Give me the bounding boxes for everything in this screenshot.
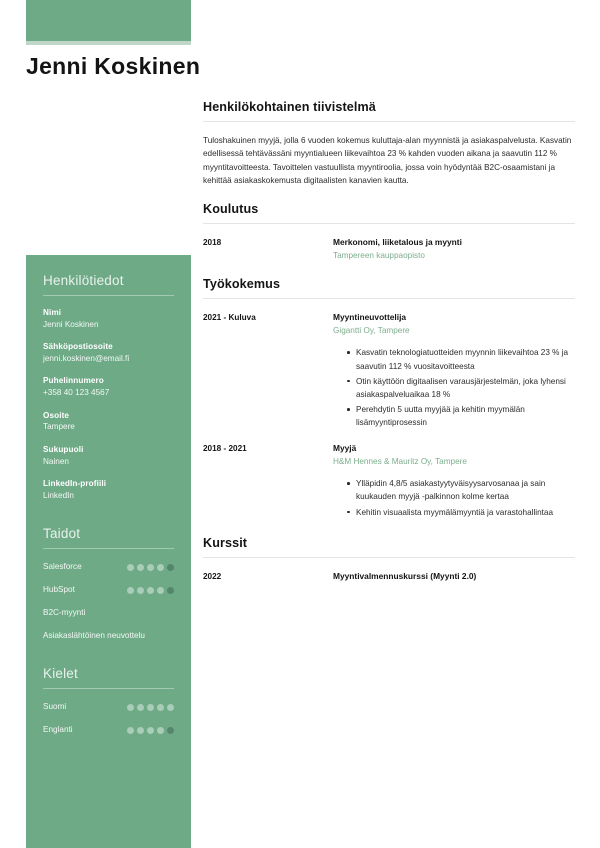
rating-dot-filled	[167, 704, 174, 711]
course-entry-body	[333, 570, 575, 583]
personal-field-value: Tampere	[43, 422, 75, 432]
language-item-label: Englanti	[43, 725, 73, 735]
rating-dot-filled	[137, 587, 144, 594]
divider	[43, 688, 174, 689]
personal-field	[43, 375, 174, 399]
experience-entry-organization: Gigantti Oy, Tampere	[333, 326, 410, 336]
language-list	[43, 700, 174, 737]
experience-entry	[203, 311, 575, 431]
header-accent-bar-shadow	[26, 41, 191, 45]
rating-dot-filled	[157, 564, 164, 571]
rating-dot-filled	[137, 564, 144, 571]
education-entry-body	[333, 236, 575, 262]
rating-dot-filled	[147, 727, 154, 734]
page-title: Jenni Koskinen	[26, 53, 201, 79]
divider	[203, 298, 575, 299]
personal-field	[43, 410, 174, 434]
section-heading-education: Koulutus	[203, 202, 259, 217]
experience-entry-list	[203, 311, 575, 520]
divider	[203, 121, 575, 122]
education-entry-title: Merkonomi, liiketalous ja myynti	[333, 237, 462, 248]
bullet-item: Kasvatin teknologiatuotteiden myynnin liikevaihtoa 23 % ja saavutin 112 % vuositavoitteesta	[347, 346, 575, 372]
experience-entry-organization: H&M Hennes & Mauritz Oy, Tampere	[333, 457, 467, 467]
divider	[203, 557, 575, 558]
bullet-item: Perehdytin 5 uutta myyjää ja kehitin myymälän lisämyyntiprosessin	[347, 403, 575, 429]
personal-field-value: Jenni Koskinen	[43, 319, 99, 329]
rating-dot-filled	[127, 704, 134, 711]
rating-dot-empty	[167, 727, 174, 734]
personal-field-label: Sähköpostiosoite	[43, 342, 113, 352]
personal-field	[43, 478, 174, 502]
header-accent-bar	[26, 0, 191, 41]
section-heading-courses: Kurssit	[203, 535, 248, 550]
divider	[43, 295, 174, 296]
section-summary	[203, 100, 575, 187]
sidebar-heading-languages: Kielet	[43, 666, 78, 682]
rating-dot-filled	[157, 704, 164, 711]
skill-item	[43, 583, 174, 597]
personal-field-value: +358 40 123 4567	[43, 388, 110, 398]
rating-dot-empty	[167, 587, 174, 594]
personal-field-value: LinkedIn	[43, 490, 74, 500]
personal-field	[43, 307, 174, 331]
experience-entry-bullet-list	[333, 346, 575, 429]
experience-entry-title: Myyjä	[333, 443, 357, 454]
sidebar-heading-skills: Taidot	[43, 526, 81, 542]
personal-field-list	[43, 307, 174, 502]
rating-dots	[127, 587, 174, 594]
personal-field	[43, 444, 174, 468]
personal-field-label: LinkedIn-profiili	[43, 478, 107, 488]
skill-item	[43, 560, 174, 574]
experience-entry-body	[333, 311, 575, 431]
language-item	[43, 723, 174, 737]
rating-dots	[127, 727, 174, 734]
divider	[203, 223, 575, 224]
rating-dot-filled	[147, 587, 154, 594]
course-entry-date: 2022	[203, 571, 222, 581]
section-heading-summary: Henkilökohtainen tiivistelmä	[203, 100, 376, 114]
experience-entry-body	[333, 442, 575, 521]
sidebar-section-personal	[43, 273, 174, 502]
personal-field-label: Sukupuoli	[43, 444, 84, 454]
education-entry	[203, 236, 575, 262]
rating-dot-filled	[157, 727, 164, 734]
rating-dot-filled	[147, 704, 154, 711]
rating-dot-filled	[137, 727, 144, 734]
personal-field-label: Nimi	[43, 308, 62, 317]
rating-dot-filled	[127, 587, 134, 594]
skill-item-label: B2C-myynti	[43, 608, 86, 618]
rating-dot-empty	[167, 564, 174, 571]
bullet-item: Ylläpidin 4,8/5 asiakastyytyväisyysarvosanaa ja sain kuukauden myyjä -palkinnon kolme kertaa	[347, 477, 575, 503]
experience-entry-title: Myyntineuvottelija	[333, 312, 407, 323]
main-column	[203, 100, 575, 598]
experience-entry-bullet-list	[333, 477, 575, 518]
bullet-item: Kehitin visuaalista myymälämyyntiä ja varastohallintaa	[347, 506, 575, 519]
spacer	[43, 652, 174, 666]
rating-dots	[127, 704, 174, 711]
skill-item-label: HubSpot	[43, 585, 75, 595]
section-education	[203, 202, 575, 262]
bullet-item: Otin käyttöön digitaalisen varausjärjestelmän, joka lyhensi asiakaspalveluaikaa 18 %	[347, 375, 575, 401]
sidebar	[26, 255, 191, 848]
sidebar-section-skills	[43, 526, 174, 643]
rating-dot-filled	[137, 704, 144, 711]
personal-field-label: Osoite	[43, 410, 70, 420]
personal-field-value: Nainen	[43, 456, 69, 466]
rating-dot-filled	[127, 564, 134, 571]
personal-field-value: jenni.koskinen@email.fi	[43, 354, 130, 364]
rating-dot-filled	[127, 727, 134, 734]
summary-text: Tuloshakuinen myyjä, jolla 6 vuoden kokemus kuluttaja-alan myynnistä ja asiakaspalvelusta. Kasvatin edellisessä tehtävässäni myyntialueen liikevaihtoa 23 % kahden vuoden aikana ja saavutin 112 % myyntitavoitteesta. Tavoittelen vastuullista myyntiroolia, jossa voin hyödyntää B2C-osaamistani ja kehittää asiakaskokemusta digitaalisten kanavien kautta.	[203, 136, 572, 185]
education-entry-list	[203, 236, 575, 262]
rating-dots	[127, 564, 174, 571]
skill-list	[43, 560, 174, 643]
experience-entry	[203, 442, 575, 521]
skill-item	[43, 629, 174, 643]
experience-entry-date: 2018 - 2021	[203, 444, 247, 454]
language-item-label: Suomi	[43, 702, 67, 712]
experience-entry-date: 2021 - Kuluva	[203, 313, 256, 323]
skill-item-label: Asiakaslähtöinen neuvottelu	[43, 631, 145, 641]
sidebar-section-languages	[43, 666, 174, 737]
rating-dot-filled	[147, 564, 154, 571]
personal-field-label: Puhelinnumero	[43, 376, 104, 386]
course-entry-title: Myyntivalmennuskurssi (Myynti 2.0)	[333, 570, 477, 581]
course-entry	[203, 570, 575, 583]
divider	[43, 548, 174, 549]
personal-field	[43, 341, 174, 365]
education-entry-organization: Tampereen kauppaopisto	[333, 251, 425, 261]
section-experience	[203, 277, 575, 520]
skill-item	[43, 606, 174, 620]
course-entry-list	[203, 570, 575, 583]
sidebar-heading-personal: Henkilötiedot	[43, 273, 124, 288]
education-entry-date: 2018	[203, 238, 222, 248]
section-heading-experience: Työkokemus	[203, 277, 281, 292]
section-courses	[203, 536, 575, 583]
rating-dot-filled	[157, 587, 164, 594]
spacer	[43, 512, 174, 526]
language-item	[43, 700, 174, 714]
skill-item-label: Salesforce	[43, 562, 82, 572]
